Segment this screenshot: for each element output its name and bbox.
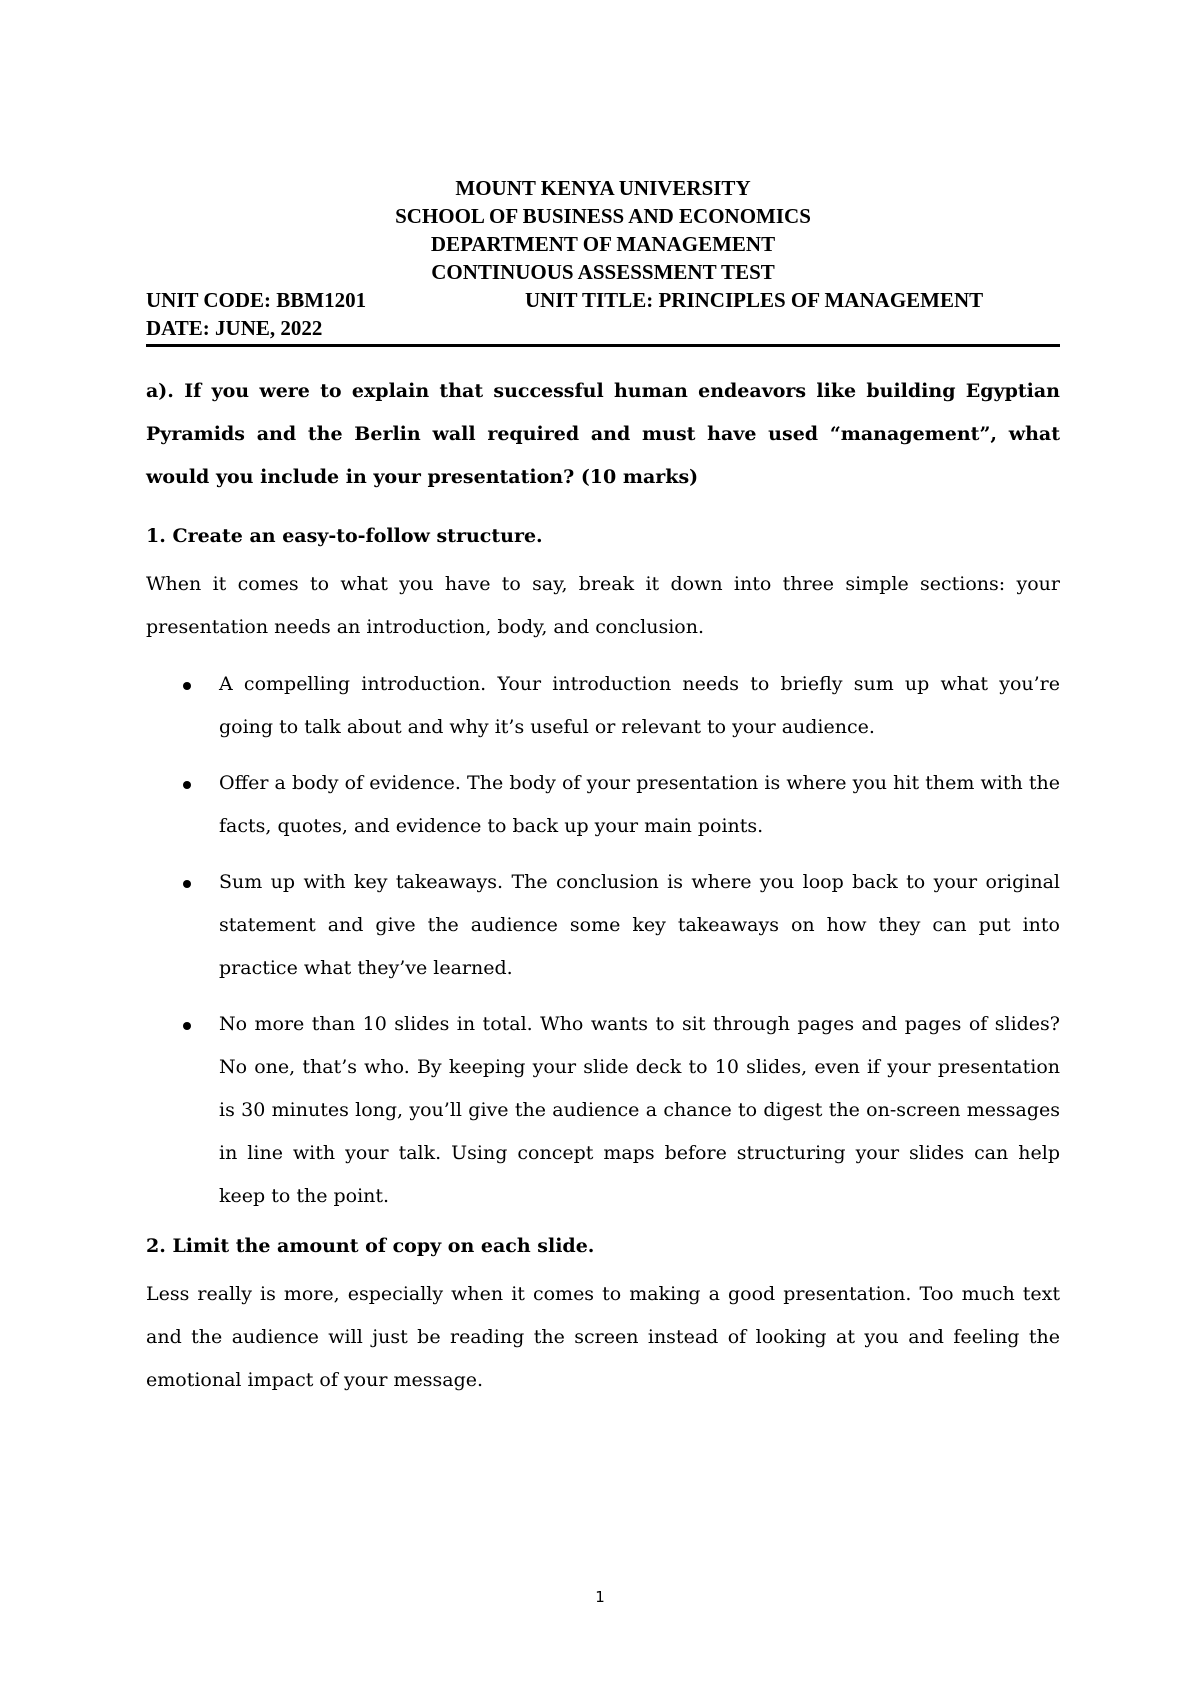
list-item-text: No more than 10 slides in total. Who wants to sit through pages and pages of slides? No one, that’s who. By keeping your slide deck to 10 slides, even if your presentation is 30 minutes long, you’ll give the audience a chance to digest the on-screen messages in line with your talk. Using concept maps before structuring your slides can help keep to the point.	[219, 1013, 1060, 1207]
unit-row	[146, 286, 1060, 314]
page-number: 1	[595, 1588, 605, 1606]
section-heading-2: 2. Limit the amount of copy on each slide.	[146, 1235, 595, 1257]
unit-code: UNIT CODE: BBM1201	[146, 288, 367, 312]
bullet-list	[146, 663, 1060, 1218]
bullet-dot-icon	[183, 880, 191, 888]
test-title: CONTINUOUS ASSESSMENT TEST	[431, 260, 775, 284]
document-header	[146, 174, 1060, 342]
document-body	[146, 370, 1060, 1402]
unit-title: UNIT TITLE: PRINCIPLES OF MANAGEMENT	[525, 288, 984, 312]
university-name: MOUNT KENYA UNIVERSITY	[455, 176, 751, 200]
department-name: DEPARTMENT OF MANAGEMENT	[430, 232, 776, 256]
section-heading-1: 1. Create an easy-to-follow structure.	[146, 525, 543, 547]
school-name: SCHOOL OF BUSINESS AND ECONOMICS	[395, 204, 811, 228]
list-item-text: Offer a body of evidence. The body of your presentation is where you hit them with the facts, quotes, and evidence to back up your main points.	[219, 772, 1060, 837]
bullet-dot-icon	[183, 781, 191, 789]
list-item	[146, 663, 1060, 749]
section-paragraph-2: Less really is more, especially when it comes to making a good presentation. Too much text and the audience will just be reading the screen instead of looking at you and feeling the emotional impact of your message.	[146, 1283, 1060, 1391]
section-paragraph-1: When it comes to what you have to say, break it down into three simple sections: your presentation needs an introduction, body, and conclusion.	[146, 573, 1060, 638]
list-item-text: Sum up with key takeaways. The conclusion is where you loop back to your original statement and give the audience some key takeaways on how they can put into practice what they’ve learned.	[219, 871, 1060, 979]
list-item	[146, 861, 1060, 990]
bullet-dot-icon	[183, 1022, 191, 1030]
bullet-dot-icon	[183, 682, 191, 690]
list-item-text: A compelling introduction. Your introduction needs to briefly sum up what you’re going to talk about and why it’s useful or relevant to your audience.	[219, 673, 1060, 738]
list-item	[146, 762, 1060, 848]
question-text: a). If you were to explain that successful human endeavors like building Egyptian Pyramids and the Berlin wall required and must have used “management”, what would you include in your presentation? (10 marks)	[146, 380, 1060, 488]
header-divider	[146, 344, 1060, 347]
exam-date: DATE: JUNE, 2022	[146, 316, 323, 340]
list-item	[146, 1003, 1060, 1218]
